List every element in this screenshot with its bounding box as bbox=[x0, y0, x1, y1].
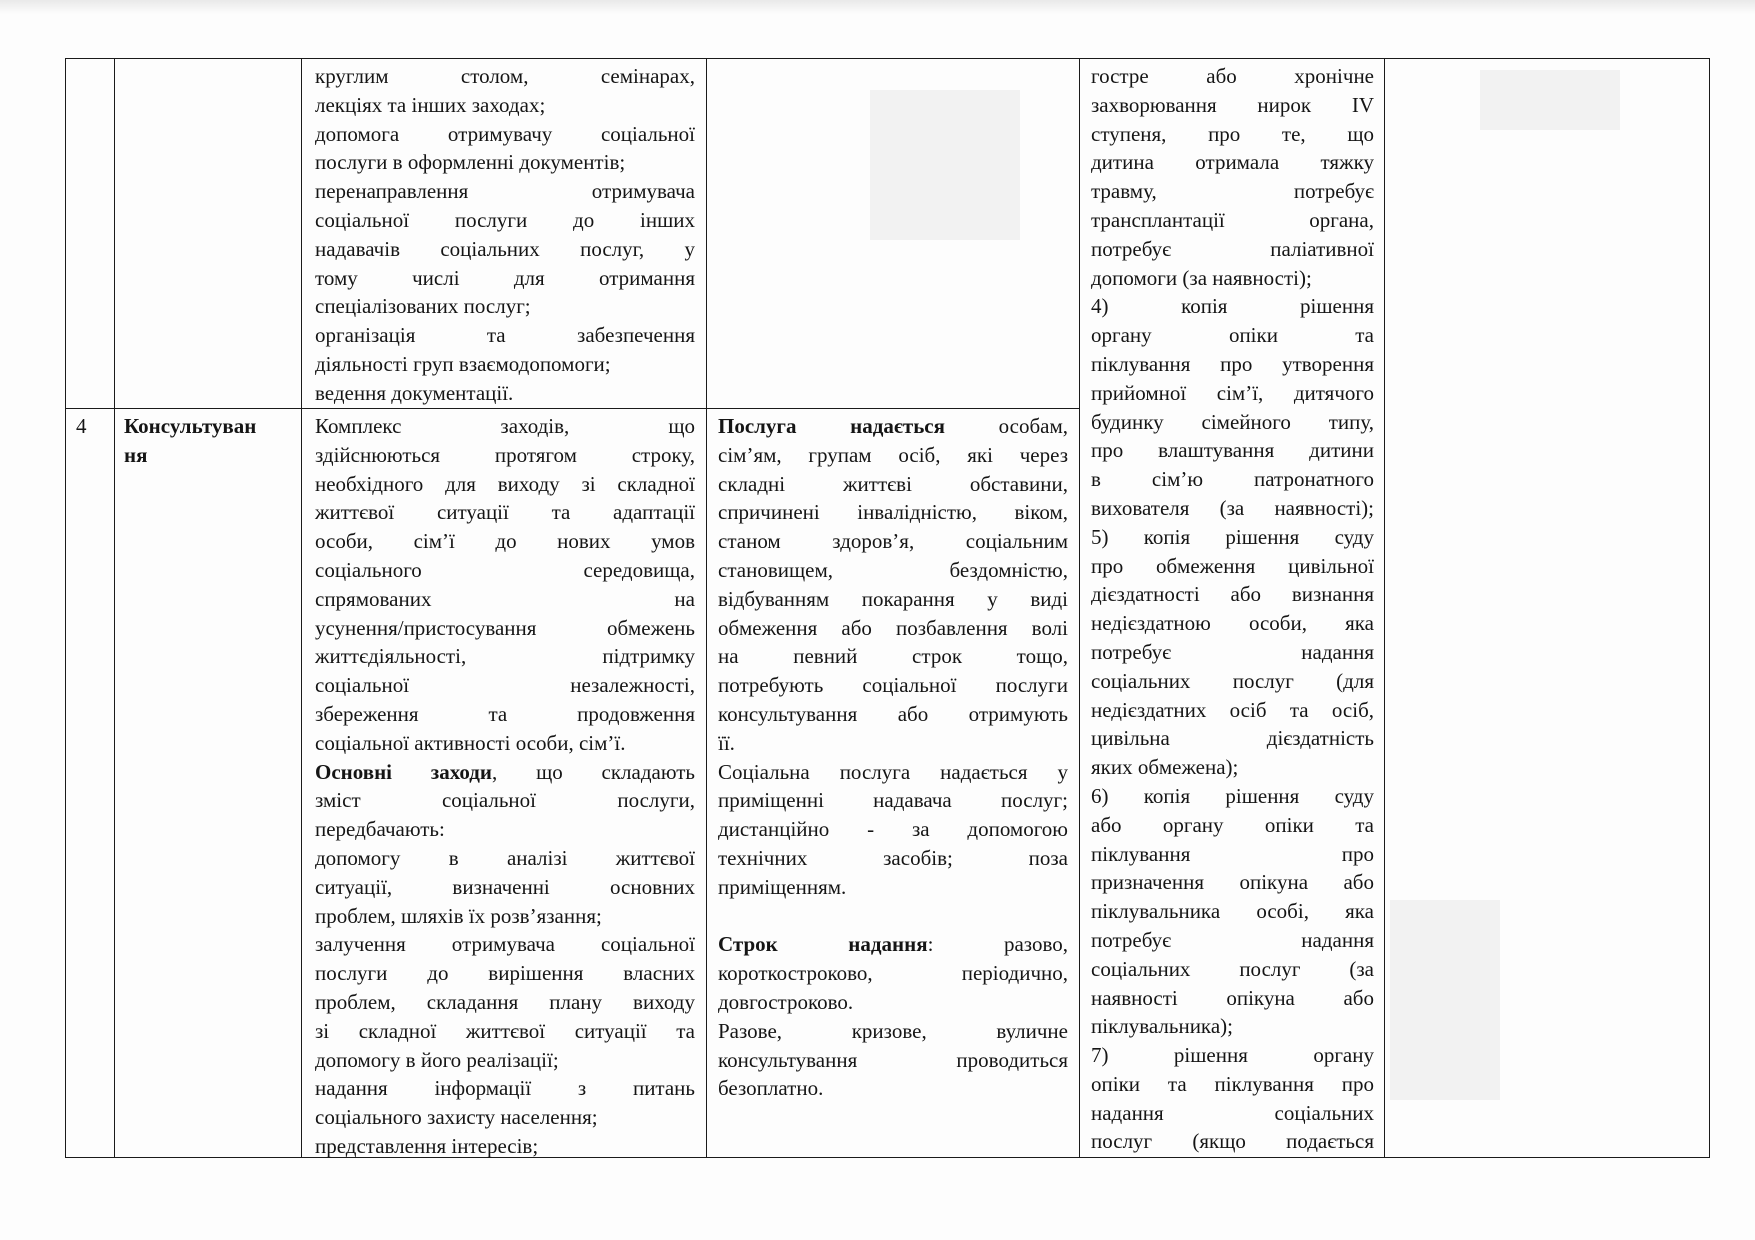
document-line: піклування про bbox=[1091, 841, 1374, 866]
place-line: приміщенням. bbox=[718, 874, 847, 899]
description-line: Комплекс заходів, що bbox=[315, 414, 695, 438]
document-line: опіки та піклування про bbox=[1091, 1071, 1374, 1096]
document-line: потребує надання bbox=[1091, 927, 1374, 952]
services-table bbox=[65, 58, 1710, 1158]
required-documents bbox=[1091, 62, 1374, 1156]
column-divider bbox=[114, 59, 115, 1157]
measures-line: послуги до вирішення власних bbox=[315, 961, 695, 986]
measures-line: проблем, шляхів їх розв’язання; bbox=[315, 903, 602, 928]
measures-line: соціального захисту населення; bbox=[315, 1105, 598, 1130]
service-name-line2: ня bbox=[124, 442, 148, 467]
term-line: безоплатно. bbox=[718, 1076, 824, 1101]
column-divider bbox=[301, 59, 302, 1157]
description-line: ведення документації. bbox=[315, 380, 514, 405]
column-divider bbox=[1079, 59, 1080, 1157]
measures-line: залучення отримувача соціальної bbox=[315, 932, 695, 957]
main-measures-heading bbox=[315, 758, 695, 787]
recipients-line: відбуванням покарання у виді bbox=[718, 586, 1068, 611]
description-line: необхідного для виходу зі складної bbox=[315, 471, 695, 496]
place-line: технічних засобів; поза bbox=[718, 845, 1068, 870]
description-line: послуги в оформленні документів; bbox=[315, 150, 626, 175]
recipients-heading-rest: особам, bbox=[945, 414, 1069, 438]
document-line: про влаштування дитини bbox=[1091, 438, 1374, 463]
document-line: соціальних послуг (для bbox=[1091, 668, 1374, 693]
place-line: Соціальна послуга надається у bbox=[718, 759, 1068, 784]
description-line: усунення/пристосування обмежень bbox=[315, 615, 695, 640]
recipients-heading bbox=[718, 412, 1068, 441]
description-line: допомога отримувачу соціальної bbox=[315, 121, 695, 146]
measures-line: допомогу в аналізі життєвої bbox=[315, 845, 695, 870]
main-measures-heading-rest: , що складають bbox=[492, 759, 696, 784]
description-line: життєдіяльності, підтримку bbox=[315, 644, 695, 669]
document-line: дитина отримала тяжку bbox=[1091, 150, 1374, 175]
recipients-line: на певний строк тощо, bbox=[718, 644, 1068, 669]
description-line: організація та забезпечення bbox=[315, 323, 695, 348]
measures-line: ситуації, визначенні основних bbox=[315, 874, 695, 899]
description-line: особи, сім’ї до нових умов bbox=[315, 529, 695, 554]
document-line: допомоги (за наявності); bbox=[1091, 265, 1312, 290]
term-line: консультування проводиться bbox=[718, 1047, 1068, 1072]
document-line: надання соціальних bbox=[1091, 1100, 1374, 1125]
recipients-line: станом здоров’я, соціальним bbox=[718, 529, 1068, 554]
document-line: ступеня, про те, що bbox=[1091, 121, 1374, 146]
term-line: довгостроково. bbox=[718, 989, 854, 1014]
place-line: приміщенні надавача послуг; bbox=[718, 788, 1068, 813]
document-line: будинку сімейного типу, bbox=[1091, 409, 1374, 434]
measures-line: передбачають: bbox=[315, 817, 445, 842]
description-line: перенаправлення отримувача bbox=[315, 179, 695, 204]
description-line: спрямованих на bbox=[315, 586, 695, 611]
place-line: дистанційно - за допомогою bbox=[718, 817, 1068, 842]
document-line: 6) копія рішення суду bbox=[1091, 783, 1374, 808]
description-line: соціальної послуги до інших bbox=[315, 207, 695, 232]
document-line: 5) копія рішення суду bbox=[1091, 524, 1374, 549]
service-description bbox=[315, 412, 695, 1161]
document-line: соціальних послуг (за bbox=[1091, 956, 1374, 981]
measures-line: зміст соціальної послуги, bbox=[315, 788, 695, 813]
recipients-line: консультування або отримують bbox=[718, 701, 1068, 726]
document-line: потребує паліативної bbox=[1091, 236, 1374, 261]
document-line: 7) рішення органу bbox=[1091, 1043, 1374, 1068]
document-line: призначення опікуна або bbox=[1091, 870, 1374, 895]
description-line: діяльності груп взаємодопомоги; bbox=[315, 351, 611, 376]
document-line: гостре або хронічне bbox=[1091, 64, 1374, 88]
description-line: спеціалізованих послуг; bbox=[315, 294, 531, 319]
recipients-line: сім’ям, групам осіб, які через bbox=[718, 442, 1068, 467]
column-divider bbox=[706, 59, 707, 1157]
service-conditions bbox=[718, 412, 1068, 1103]
scan-edge-shadow bbox=[0, 0, 1755, 14]
description-line: життєвої ситуації та адаптації bbox=[315, 500, 695, 525]
recipients-heading-bold: Послуга надається bbox=[718, 414, 945, 438]
document-line: яких обмежена); bbox=[1091, 755, 1239, 780]
document-line: травму, потребує bbox=[1091, 179, 1374, 204]
document-line: трансплантації органа, bbox=[1091, 207, 1374, 232]
description-line: лекціях та інших заходах; bbox=[315, 92, 546, 117]
document-line: піклувальника особі, яка bbox=[1091, 899, 1374, 924]
recipients-line: складні життєві обставини, bbox=[718, 471, 1068, 496]
document-line: або органу опіки та bbox=[1091, 812, 1374, 837]
column-divider bbox=[1384, 59, 1385, 1157]
document-line: прийомної сім’ї, дитячого bbox=[1091, 380, 1374, 405]
service-name bbox=[124, 412, 299, 470]
top-row-description bbox=[315, 62, 695, 408]
row-divider bbox=[66, 408, 1079, 409]
description-line: тому числі для отримання bbox=[315, 265, 695, 290]
document-line: піклування про утворення bbox=[1091, 351, 1374, 376]
term-heading-bold: Строк надання bbox=[718, 932, 928, 957]
recipients-line: спричинені інвалідністю, віком, bbox=[718, 500, 1068, 525]
main-measures-heading-bold: Основні заходи bbox=[315, 759, 493, 784]
document-line: цивільна дієздатність bbox=[1091, 726, 1374, 751]
document-line: потребує надання bbox=[1091, 639, 1374, 664]
description-line: соціального середовища, bbox=[315, 557, 695, 582]
document-line: дієздатності або визнання bbox=[1091, 582, 1374, 607]
term-line: короткостроково, періодично, bbox=[718, 961, 1068, 986]
document-line: наявності опікуна або bbox=[1091, 985, 1374, 1010]
measures-line: надання інформації з питань bbox=[315, 1076, 695, 1101]
document-line: в сім’ю патронатного bbox=[1091, 467, 1374, 492]
document-line: послуг (якщо подається bbox=[1091, 1129, 1374, 1154]
document-line: захворювання нирок IV bbox=[1091, 92, 1374, 117]
description-line: соціальної активності особи, сім’ї. bbox=[315, 730, 626, 755]
document-line: органу опіки та bbox=[1091, 323, 1374, 348]
document-line: піклувальника); bbox=[1091, 1014, 1233, 1039]
measures-line: проблем, складання плану виходу bbox=[315, 989, 695, 1014]
measures-line: зі складної життєвої ситуації та bbox=[315, 1018, 695, 1043]
description-line: надавачів соціальних послуг, у bbox=[315, 236, 695, 261]
recipients-line: становищем, бездомністю, bbox=[718, 557, 1068, 582]
measures-line: допомогу в його реалізації; bbox=[315, 1047, 559, 1072]
service-name-line1: Консультуван bbox=[124, 414, 257, 438]
document-line: недієздатних осіб та осіб, bbox=[1091, 697, 1374, 722]
description-line: круглим столом, семінарах, bbox=[315, 64, 695, 88]
term-line: Разове, кризове, вуличне bbox=[718, 1018, 1068, 1043]
recipients-line: обмеження або позбавлення волі bbox=[718, 615, 1068, 640]
blank-line bbox=[718, 902, 1068, 931]
document-line: недієздатною особи, яка bbox=[1091, 611, 1374, 636]
row-number: 4 bbox=[76, 414, 87, 438]
description-line: здійснюються протягом строку, bbox=[315, 442, 695, 467]
recipients-line: потребують соціальної послуги bbox=[718, 673, 1068, 698]
term-heading-rest: : разово, bbox=[927, 932, 1068, 957]
measures-line: представлення інтересів; bbox=[315, 1133, 539, 1158]
description-line: збереження та продовження bbox=[315, 701, 695, 726]
recipients-line: її. bbox=[718, 730, 735, 755]
document-line: про обмеження цивільної bbox=[1091, 553, 1374, 578]
document-line: вихователя (за наявності); bbox=[1091, 495, 1374, 520]
document-line: 4) копія рішення bbox=[1091, 294, 1374, 319]
description-line: соціальної незалежності, bbox=[315, 673, 695, 698]
term-heading bbox=[718, 930, 1068, 959]
